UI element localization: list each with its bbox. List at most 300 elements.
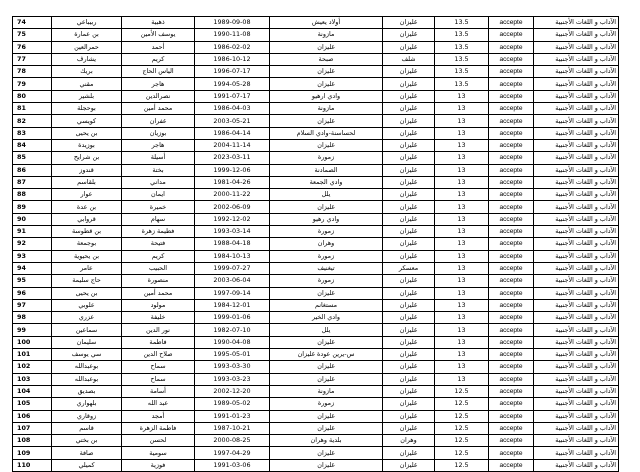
birth-date-cell: 1990-04-08 — [195, 336, 270, 348]
score-cell: 13.5 — [435, 17, 489, 29]
row-number-cell: 77 — [13, 53, 52, 65]
table-row — [13, 398, 619, 410]
first-name-cell: مولود — [122, 299, 195, 311]
field-of-study-cell: الآداب و اللغات الأجنبية — [534, 262, 619, 274]
decision-cell: accepte — [489, 213, 534, 225]
table-row — [13, 435, 619, 447]
decision-cell: accepte — [489, 103, 534, 115]
wilaya-cell: غليزان — [383, 17, 435, 29]
birth-date-cell: 2003-05-21 — [195, 115, 270, 127]
row-number-cell: 76 — [13, 41, 52, 53]
birth-date-cell: 2003-06-04 — [195, 275, 270, 287]
birth-date-cell: 2002-12-20 — [195, 385, 270, 397]
row-number-cell: 95 — [13, 275, 52, 287]
field-of-study-cell: الآداب و اللغات الأجنبية — [534, 250, 619, 262]
field-of-study-cell: الآداب و اللغات الأجنبية — [534, 78, 619, 90]
first-name-cell: نور الدين — [122, 324, 195, 336]
decision-cell: accepte — [489, 90, 534, 102]
decision-cell: accepte — [489, 385, 534, 397]
decision-cell: accepte — [489, 78, 534, 90]
last-name-cell: بن يحيوية — [52, 250, 122, 262]
field-of-study-cell: الآداب و اللغات الأجنبية — [534, 373, 619, 385]
first-name-cell: الحبيب — [122, 262, 195, 274]
table-row — [13, 78, 619, 90]
row-number-cell: 97 — [13, 299, 52, 311]
first-name-cell: خميرة — [122, 201, 195, 213]
wilaya-cell: غليزان — [383, 90, 435, 102]
field-of-study-cell: الآداب و اللغات الأجنبية — [534, 299, 619, 311]
table-row — [13, 299, 619, 311]
wilaya-cell: غليزان — [383, 459, 435, 471]
field-of-study-cell: الآداب و اللغات الأجنبية — [534, 176, 619, 188]
field-of-study-cell: الآداب و اللغات الأجنبية — [534, 226, 619, 238]
table-row — [13, 410, 619, 422]
wilaya-cell: غليزان — [383, 447, 435, 459]
field-of-study-cell: الآداب و اللغات الأجنبية — [534, 238, 619, 250]
field-of-study-cell: الآداب و اللغات الأجنبية — [534, 459, 619, 471]
decision-cell: accepte — [489, 66, 534, 78]
field-of-study-cell: الآداب و اللغات الأجنبية — [534, 164, 619, 176]
birth-date-cell: 1987-10-21 — [195, 422, 270, 434]
score-cell: 13 — [435, 299, 489, 311]
birth-date-cell: 1993-03-14 — [195, 226, 270, 238]
row-number-cell: 90 — [13, 213, 52, 225]
decision-cell: accepte — [489, 29, 534, 41]
score-cell: 12.5 — [435, 459, 489, 471]
table-row — [13, 349, 619, 361]
last-name-cell: بلهواري — [52, 398, 122, 410]
score-cell: 13 — [435, 90, 489, 102]
table-row — [13, 385, 619, 397]
field-of-study-cell: الآداب و اللغات الأجنبية — [534, 385, 619, 397]
birth-place-cell: غليزان — [270, 139, 383, 151]
birth-date-cell: 1981-04-26 — [195, 176, 270, 188]
table-body — [13, 17, 619, 472]
decision-cell: accepte — [489, 447, 534, 459]
row-number-cell: 107 — [13, 422, 52, 434]
last-name-cell: بن عدة — [52, 201, 122, 213]
first-name-cell: كريم — [122, 250, 195, 262]
last-name-cell: بوعبدالله — [52, 361, 122, 373]
last-name-cell: صافة — [52, 447, 122, 459]
table-row — [13, 164, 619, 176]
last-name-cell: بن قطوسة — [52, 226, 122, 238]
last-name-cell: بوحجلة — [52, 103, 122, 115]
first-name-cell: سماح — [122, 373, 195, 385]
first-name-cell: فتيحة — [122, 238, 195, 250]
score-cell: 13 — [435, 103, 489, 115]
score-cell: 13 — [435, 287, 489, 299]
birth-date-cell: 1989-05-02 — [195, 398, 270, 410]
last-name-cell: بوزيدة — [52, 139, 122, 151]
birth-place-cell: غليزان — [270, 336, 383, 348]
score-cell: 12.5 — [435, 385, 489, 397]
table-row — [13, 250, 619, 262]
last-name-cell: بن يحيى — [52, 287, 122, 299]
field-of-study-cell: الآداب و اللغات الأجنبية — [534, 201, 619, 213]
last-name-cell: قروابي — [52, 213, 122, 225]
wilaya-cell: غليزان — [383, 361, 435, 373]
score-cell: 12.5 — [435, 447, 489, 459]
last-name-cell: يشارف — [52, 53, 122, 65]
first-name-cell: فطيمة زهرة — [122, 226, 195, 238]
row-number-cell: 104 — [13, 385, 52, 397]
row-number-cell: 98 — [13, 312, 52, 324]
row-number-cell: 75 — [13, 29, 52, 41]
table-row — [13, 41, 619, 53]
first-name-cell: فاطمة — [122, 336, 195, 348]
birth-date-cell: 1992-12-02 — [195, 213, 270, 225]
birth-place-cell: الصمادنة — [270, 164, 383, 176]
first-name-cell: أمجد — [122, 410, 195, 422]
wilaya-cell: غليزان — [383, 115, 435, 127]
first-name-cell: صلاح الدين — [122, 349, 195, 361]
field-of-study-cell: الآداب و اللغات الأجنبية — [534, 127, 619, 139]
field-of-study-cell: الآداب و اللغات الأجنبية — [534, 115, 619, 127]
birth-place-cell: وادي الخير — [270, 312, 383, 324]
decision-cell: accepte — [489, 41, 534, 53]
row-number-cell: 93 — [13, 250, 52, 262]
table-row — [13, 103, 619, 115]
row-number-cell: 89 — [13, 201, 52, 213]
first-name-cell: عبد الله — [122, 398, 195, 410]
score-cell: 13 — [435, 226, 489, 238]
birth-place-cell: غليزان — [270, 287, 383, 299]
last-name-cell: سي يوسف — [52, 349, 122, 361]
score-cell: 12.5 — [435, 435, 489, 447]
score-cell: 13 — [435, 152, 489, 164]
score-cell: 13 — [435, 201, 489, 213]
last-name-cell: كويسي — [52, 115, 122, 127]
decision-cell: accepte — [489, 262, 534, 274]
row-number-cell: 103 — [13, 373, 52, 385]
wilaya-cell: غليزان — [383, 238, 435, 250]
decision-cell: accepte — [489, 373, 534, 385]
table-row — [13, 287, 619, 299]
score-cell: 13.5 — [435, 78, 489, 90]
wilaya-cell: غليزان — [383, 152, 435, 164]
decision-cell: accepte — [489, 189, 534, 201]
wilaya-cell: غليزان — [383, 336, 435, 348]
birth-place-cell: غليزان — [270, 78, 383, 90]
last-name-cell: عامر — [52, 262, 122, 274]
table-row — [13, 152, 619, 164]
score-cell: 13 — [435, 115, 489, 127]
last-name-cell: بوجمعة — [52, 238, 122, 250]
table-row — [13, 459, 619, 471]
row-number-cell: 92 — [13, 238, 52, 250]
birth-date-cell: 2000-08-25 — [195, 435, 270, 447]
table-row — [13, 29, 619, 41]
row-number-cell: 80 — [13, 90, 52, 102]
row-number-cell: 94 — [13, 262, 52, 274]
last-name-cell: علوبي — [52, 299, 122, 311]
birth-place-cell: غليزان — [270, 447, 383, 459]
row-number-cell: 88 — [13, 189, 52, 201]
last-name-cell: بلشير — [52, 90, 122, 102]
score-cell: 13.5 — [435, 29, 489, 41]
first-name-cell: الياس الحاج — [122, 66, 195, 78]
birth-place-cell: غليزان — [270, 201, 383, 213]
decision-cell: accepte — [489, 435, 534, 447]
score-cell: 13 — [435, 324, 489, 336]
field-of-study-cell: الآداب و اللغات الأجنبية — [534, 152, 619, 164]
field-of-study-cell: الآداب و اللغات الأجنبية — [534, 66, 619, 78]
score-cell: 13 — [435, 127, 489, 139]
score-cell: 13 — [435, 336, 489, 348]
table-row — [13, 127, 619, 139]
row-number-cell: 106 — [13, 410, 52, 422]
decision-cell: accepte — [489, 152, 534, 164]
birth-place-cell: تيغنيف — [270, 262, 383, 274]
wilaya-cell: غليزان — [383, 103, 435, 115]
last-name-cell: بوعبدالله — [52, 373, 122, 385]
birth-date-cell: 2004-11-14 — [195, 139, 270, 151]
first-name-cell: أحمد — [122, 41, 195, 53]
last-name-cell: عزري — [52, 312, 122, 324]
birth-date-cell: 2023-03-11 — [195, 152, 270, 164]
table-row — [13, 189, 619, 201]
last-name-cell: بلقاسم — [52, 176, 122, 188]
birth-place-cell: زمورة — [270, 152, 383, 164]
birth-place-cell: وادي ارهيو — [270, 90, 383, 102]
birth-place-cell: غليزان — [270, 115, 383, 127]
birth-place-cell: مازونة — [270, 103, 383, 115]
birth-date-cell: 1996-07-17 — [195, 66, 270, 78]
decision-cell: accepte — [489, 361, 534, 373]
table-row — [13, 373, 619, 385]
decision-cell: accepte — [489, 410, 534, 422]
score-cell: 13 — [435, 262, 489, 274]
first-name-cell: غفران — [122, 115, 195, 127]
last-name-cell: قاسم — [52, 422, 122, 434]
row-number-cell: 85 — [13, 152, 52, 164]
last-name-cell: زوقاري — [52, 410, 122, 422]
first-name-cell: سماح — [122, 361, 195, 373]
row-number-cell: 108 — [13, 435, 52, 447]
first-name-cell: يوسف الأمين — [122, 29, 195, 41]
last-name-cell: حمرالعين — [52, 41, 122, 53]
last-name-cell: بن يحيى — [52, 127, 122, 139]
birth-date-cell: 1986-10-12 — [195, 53, 270, 65]
last-name-cell: مقني — [52, 78, 122, 90]
birth-place-cell: زمورة — [270, 275, 383, 287]
last-name-cell: سليمان — [52, 336, 122, 348]
last-name-cell: قندوز — [52, 164, 122, 176]
last-name-cell: سماعين — [52, 324, 122, 336]
birth-place-cell: صبحة — [270, 53, 383, 65]
decision-cell: accepte — [489, 176, 534, 188]
score-cell: 13.5 — [435, 41, 489, 53]
birth-date-cell: 1994-05-28 — [195, 78, 270, 90]
first-name-cell: نصرالدين — [122, 90, 195, 102]
table-row — [13, 139, 619, 151]
first-name-cell: كريم — [122, 53, 195, 65]
table-row — [13, 115, 619, 127]
wilaya-cell: غليزان — [383, 275, 435, 287]
score-cell: 12.5 — [435, 422, 489, 434]
birth-place-cell: زمورة — [270, 250, 383, 262]
score-cell: 12.5 — [435, 398, 489, 410]
birth-date-cell: 2000-11-22 — [195, 189, 270, 201]
table-row — [13, 324, 619, 336]
table-row — [13, 312, 619, 324]
birth-place-cell: غليزان — [270, 459, 383, 471]
field-of-study-cell: الآداب و اللغات الأجنبية — [534, 287, 619, 299]
birth-date-cell: 1986-04-03 — [195, 103, 270, 115]
field-of-study-cell: الآداب و اللغات الأجنبية — [534, 139, 619, 151]
field-of-study-cell: الآداب و اللغات الأجنبية — [534, 29, 619, 41]
birth-place-cell: غليزان — [270, 373, 383, 385]
score-cell: 13 — [435, 238, 489, 250]
field-of-study-cell: الآداب و اللغات الأجنبية — [534, 410, 619, 422]
birth-date-cell: 1997-04-29 — [195, 447, 270, 459]
birth-place-cell: مستغانم — [270, 299, 383, 311]
score-cell: 13 — [435, 312, 489, 324]
birth-place-cell: غليزان — [270, 410, 383, 422]
decision-cell: accepte — [489, 17, 534, 29]
row-number-cell: 81 — [13, 103, 52, 115]
table-row — [13, 361, 619, 373]
birth-date-cell: 1986-04-14 — [195, 127, 270, 139]
row-number-cell: 82 — [13, 115, 52, 127]
results-table — [12, 16, 619, 472]
first-name-cell: منصورة — [122, 275, 195, 287]
birth-place-cell: مازونة — [270, 29, 383, 41]
table-row — [13, 53, 619, 65]
last-name-cell: بن بختي — [52, 435, 122, 447]
wilaya-cell: غليزان — [383, 373, 435, 385]
score-cell: 13 — [435, 361, 489, 373]
last-name-cell: حاج سليمة — [52, 275, 122, 287]
wilaya-cell: غليزان — [383, 201, 435, 213]
row-number-cell: 102 — [13, 361, 52, 373]
table-row — [13, 90, 619, 102]
first-name-cell: فاطمة الزهرة — [122, 422, 195, 434]
decision-cell: accepte — [489, 139, 534, 151]
row-number-cell: 79 — [13, 78, 52, 90]
last-name-cell: بريك — [52, 66, 122, 78]
row-number-cell: 96 — [13, 287, 52, 299]
decision-cell: accepte — [489, 115, 534, 127]
birth-place-cell: وادي رهيو — [270, 213, 383, 225]
score-cell: 13.5 — [435, 53, 489, 65]
score-cell: 13 — [435, 349, 489, 361]
row-number-cell: 100 — [13, 336, 52, 348]
first-name-cell: خليفة — [122, 312, 195, 324]
decision-cell: accepte — [489, 226, 534, 238]
table-row — [13, 176, 619, 188]
table-row — [13, 66, 619, 78]
field-of-study-cell: الآداب و اللغات الأجنبية — [534, 189, 619, 201]
table-row — [13, 238, 619, 250]
birth-date-cell: 1984-10-13 — [195, 250, 270, 262]
decision-cell: accepte — [489, 53, 534, 65]
wilaya-cell: غليزان — [383, 385, 435, 397]
last-name-cell: كميلي — [52, 459, 122, 471]
row-number-cell: 109 — [13, 447, 52, 459]
first-name-cell: أسامة — [122, 385, 195, 397]
birth-date-cell: 1993-03-23 — [195, 373, 270, 385]
row-number-cell: 86 — [13, 164, 52, 176]
wilaya-cell: غليزان — [383, 398, 435, 410]
last-name-cell: بصديق — [52, 385, 122, 397]
birth-place-cell: لحساسنة-وادي السلام — [270, 127, 383, 139]
score-cell: 12.5 — [435, 410, 489, 422]
birth-place-cell: بلدية وهران — [270, 435, 383, 447]
first-name-cell: ذهبية — [122, 17, 195, 29]
field-of-study-cell: الآداب و اللغات الأجنبية — [534, 103, 619, 115]
first-name-cell: فوزية — [122, 459, 195, 471]
wilaya-cell: غليزان — [383, 164, 435, 176]
birth-date-cell: 1989-09-08 — [195, 17, 270, 29]
score-cell: 13.5 — [435, 66, 489, 78]
wilaya-cell: غليزان — [383, 250, 435, 262]
wilaya-cell: غليزان — [383, 29, 435, 41]
wilaya-cell: غليزان — [383, 189, 435, 201]
wilaya-cell: غليزان — [383, 226, 435, 238]
table-row — [13, 336, 619, 348]
birth-date-cell: 1986-02-02 — [195, 41, 270, 53]
first-name-cell: مداني — [122, 176, 195, 188]
row-number-cell: 84 — [13, 139, 52, 151]
last-name-cell: عوار — [52, 189, 122, 201]
decision-cell: accepte — [489, 275, 534, 287]
field-of-study-cell: الآداب و اللغات الأجنبية — [534, 53, 619, 65]
first-name-cell: سومية — [122, 447, 195, 459]
decision-cell: accepte — [489, 422, 534, 434]
decision-cell: accepte — [489, 336, 534, 348]
decision-cell: accepte — [489, 164, 534, 176]
decision-cell: accepte — [489, 299, 534, 311]
decision-cell: accepte — [489, 324, 534, 336]
row-number-cell: 78 — [13, 66, 52, 78]
decision-cell: accepte — [489, 127, 534, 139]
field-of-study-cell: الآداب و اللغات الأجنبية — [534, 349, 619, 361]
birth-date-cell: 1991-03-06 — [195, 459, 270, 471]
score-cell: 13 — [435, 164, 489, 176]
birth-date-cell: 2002-06-09 — [195, 201, 270, 213]
birth-date-cell: 1982-07-10 — [195, 324, 270, 336]
field-of-study-cell: الآداب و اللغات الأجنبية — [534, 422, 619, 434]
table-row — [13, 17, 619, 29]
birth-place-cell: زمورة — [270, 398, 383, 410]
field-of-study-cell: الآداب و اللغات الأجنبية — [534, 435, 619, 447]
decision-cell: accepte — [489, 287, 534, 299]
birth-place-cell: يلل — [270, 189, 383, 201]
first-name-cell: بختة — [122, 164, 195, 176]
table-row — [13, 422, 619, 434]
wilaya-cell: شلف — [383, 53, 435, 65]
birth-place-cell: يلل — [270, 324, 383, 336]
row-number-cell: 87 — [13, 176, 52, 188]
birth-place-cell: غليزان — [270, 66, 383, 78]
first-name-cell: ايمان — [122, 189, 195, 201]
table-row — [13, 262, 619, 274]
table-row — [13, 447, 619, 459]
wilaya-cell: غليزان — [383, 422, 435, 434]
birth-date-cell: 1991-07-17 — [195, 90, 270, 102]
last-name-cell: بن شرايح — [52, 152, 122, 164]
score-cell: 13 — [435, 275, 489, 287]
birth-place-cell: غليزان — [270, 41, 383, 53]
birth-date-cell: 1993-03-30 — [195, 361, 270, 373]
field-of-study-cell: الآداب و اللغات الأجنبية — [534, 312, 619, 324]
field-of-study-cell: الآداب و اللغات الأجنبية — [534, 275, 619, 287]
row-number-cell: 83 — [13, 127, 52, 139]
first-name-cell: سهام — [122, 213, 195, 225]
birth-date-cell: 1990-11-08 — [195, 29, 270, 41]
